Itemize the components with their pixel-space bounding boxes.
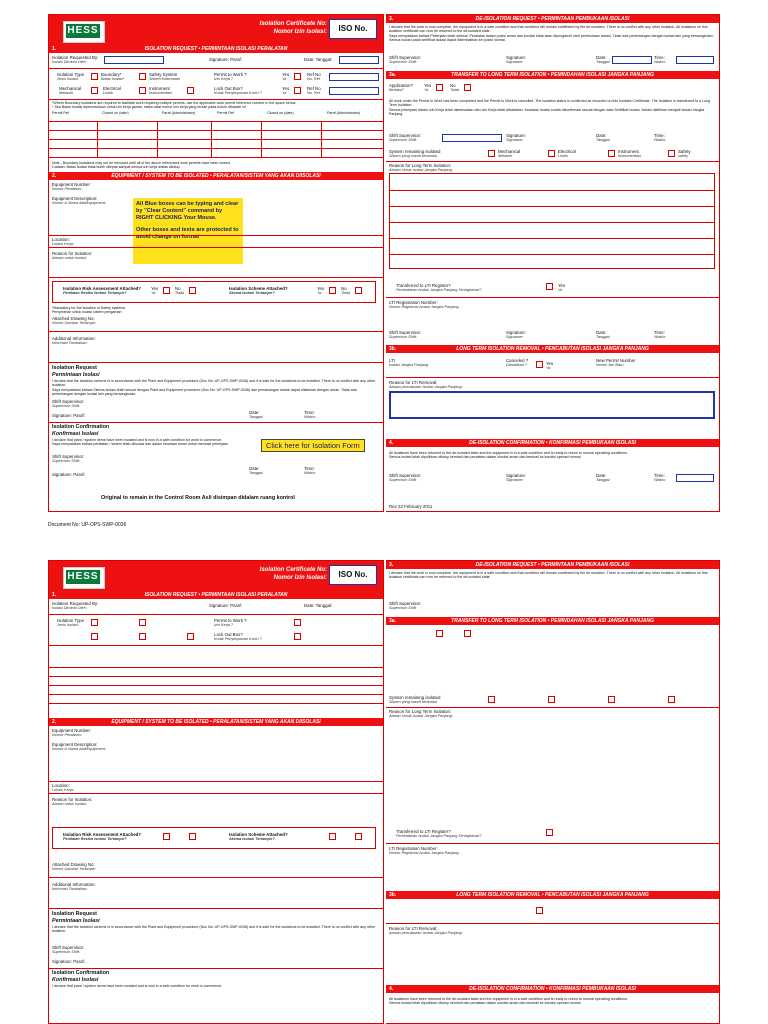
additional-info-label: Additional Information: Informasi Tambahan: [52,336,96,345]
hess-logo [63,567,105,589]
equipment-number-label: Equipment Number: Nomor Peralatan: [52,728,92,737]
new-permit-label: New Permit Number Nomor Izin Baru [596,358,636,367]
permit-to-work-label: Permit to Work ? Izin Kerja ? [214,618,247,627]
s3a2-date-label: Date: Tanggal: [596,330,611,339]
divider [386,297,719,298]
hess-logo [63,21,105,43]
boundary-footnote: Note - Boundary Isolations may not be removed until all of the above referenced work permits have been closed. Catatan: Batas Isolasi tidak boleh dilepas sampai semua izin kerja diatas ditutup [52,161,231,170]
deisolation-confirmation-text: All isolations have been returned to the de-isolated state and the equipment is in a safe condition and is ready to return to normal operating conditions. Semua isolasi telah dipulihkan ditutup kembali dan peralatan dalam kondisi aman dan kembali ke kondisi operasi normal [389,997,628,1006]
mechanical-checkbox[interactable] [91,87,98,94]
remaining-instrument-label: Instrument Instrumentasi [618,149,641,158]
cancelled-checkbox[interactable] [536,907,543,914]
app-no-checkbox[interactable] [464,84,471,91]
lob-ref-label: Ref No No. Ref [307,86,321,95]
instruction-note: All Blue boxes can be typing and clear by "Clear Content" command by RIGHT CLICKING Your Mouse. Other boxes and texts are protected to avoid change on format [133,198,243,264]
cert-title-my: Nomor Izin Isolasi: [273,29,327,35]
ra-no-checkbox[interactable] [189,287,196,294]
revision-note: Rev 22 February 2011 [389,504,433,509]
electrical-checkbox[interactable] [139,633,146,640]
risk-assessment-label: Isolation Risk Assessment Attached? Penilaian Resiko Isolasi Terlampir? [63,832,141,841]
drawing-no-label: Attached Drawing No: Nomor Gambar Terlampir: [52,316,96,325]
left-column [48,14,384,512]
lock-out-box-label: Lock Out Box? Kotak Penyimpanan Kunci ? [214,86,262,95]
transferred-yes-label: Yes Ya [558,283,566,292]
lob-ref-input[interactable] [329,87,379,95]
deisolation-confirmation-text: All isolations have been returned to the de-isolated state and the equipment is in a safe condition and is ready to return to normal operating conditions. Semua isolasi telah dipulihkan ditutup kembali dan peralatan dalam kondisi aman dan kembali ke kondisi operasi normal [389,451,628,460]
isolation-type-label: Isolation Type Jenis Isolasi: [57,618,85,627]
section-3b-header: 3b. LONG TERM ISOLATION REMOVAL • PENCABUTAN ISOLASI JANGKA PANJANG [386,345,719,353]
section-3b-header: 3b. LONG TERM ISOLATION REMOVAL • PENCABUTAN ISOLASI JANGKA PANJANG [386,891,719,899]
s3a-signature-label: Signature: Signature: [506,133,527,142]
ra-yes-label: Yes Ya [151,286,159,295]
remaining-instrument-checkbox[interactable] [608,150,615,157]
location-label: Location: Lokasi Kerja: [52,783,74,792]
lock-out-box-label: Lock Out Box? Kotak Penyimpanan Kunci ? [214,632,262,641]
reason-lti-label: Reason for Long Term Isolation: Alasan Untuk Isolasi Jangka Panjang: [389,163,453,172]
electrical-checkbox[interactable] [139,87,146,94]
deisolation-declaration: I declare that the work is now complete, the equipment is in a safe condition and that condition will remain unaffected by the de-isolation. There is no conflict with any other isolation. All isolations on this isolation certificate can now be returned to the de-isolated state. [389,571,708,580]
electrical-label: Electrical Listrik [103,86,121,95]
req-signature-label: Signature: Paraf: [52,959,85,964]
right-column [386,14,720,512]
date-label: Date: Tanggal: [304,57,333,62]
instrument-label: Instrument Instrumentasi [149,86,172,95]
divider [49,247,383,248]
section-2-header: 2. EQUIPMENT / SYSTEM TO BE ISOLATED • PERALATAN/SISTEM YANG AKAN DIISOLASI [49,718,383,726]
ra-no-label: No Tidak [175,286,185,295]
instrument-checkbox[interactable] [187,633,194,640]
cert-title [260,20,327,36]
s3a-shift-supervisor-label: Shift Supervisor: Supervisor Shift: [389,133,422,142]
transferred-lti-label: Transferred to LTI Register? Pemindahan Isolasi Jangka Panjang Terregistrasi? [396,829,482,838]
remaining-mechanical-checkbox[interactable] [488,696,495,703]
request-declaration: I declare that the isolation scheme is in accordance with the Plant and Equipment procedure (Doc No: UP-OPS-SWP-0036) and it is safe for the isolations to be installed. There is no conflict with any other isolation. Saya menyatakan bahwa Skema Isolasi telah sesuai dengan Plant and Equipment procedure (Doc No: UP-OPS-SWP-0036) dan pemasangan isolasi dapat dilakukan dengan aman. Tidak ada pertentangan dengan isolasi lain yang bersangkutan. [52,379,376,397]
system-remaining-label: System remaining isolated Sistem yang masih terisolasi [389,149,441,158]
transferred-lti-checkbox[interactable] [546,283,553,290]
s3a2-time-label: Time: Waktu: [654,330,666,339]
req-time-label: Time: Waktu: [304,410,316,419]
sa-yes-label: Yes Ya [317,286,325,295]
boundary-label: Boundary* Batas Isolasi* [101,72,125,81]
request-title: Isolation Request Permintaan Isolasi [52,365,100,378]
app-no-label: No Tidak [450,83,460,92]
equipment-desc-label: Equipment Description: Nomor & Nama Alat/Equipment: [52,742,106,751]
remaining-mechanical-checkbox[interactable] [488,150,495,157]
sa-yes-checkbox[interactable] [329,833,336,840]
date-label: Date: Tanggal: [304,603,333,608]
app-yes-checkbox[interactable] [436,630,443,637]
confirmation-title: Isolation Confirmation Konfirmasi Isolasi [52,424,110,437]
lti-reg-no-label: LTI Registration Number: Nomor Registrasi Isolasi Jangka Panjang: [389,300,460,309]
confirmation-title: Isolation Confirmation Konfirmasi Isolasi [52,970,110,983]
reason-lti-input[interactable] [389,173,715,269]
app-yes-label: Yes Ya [424,83,432,92]
iso-number-field[interactable]: ISO No. [329,19,377,39]
reason-label: Reason for Isolation: Alasan untuk Isolasi: [52,797,93,806]
section-1-header: 1. ISOLATION REQUEST • PERMINTAAN ISOLASI PERALATAN [49,591,383,599]
reason-removal-label: Reason for LTI Removal: Alasan pencabutan Isolasi Jangka Panjang: [389,380,463,389]
divider [49,331,383,332]
section-number: 1. [52,46,57,52]
conf-time-label: Time: Waktu: [304,466,316,475]
date-input[interactable] [339,56,379,64]
divider [49,422,383,423]
s3-time-label: Time: Waktu: [654,55,666,64]
remaining-safety-checkbox[interactable] [668,150,675,157]
system-remaining-label: System remaining isolated Sistem yang masih terisolasi [389,695,441,704]
remaining-safety-checkbox[interactable] [668,696,675,703]
reason-lti-label: Reason for Long Term Isolation: Alasan Untuk Isolasi Jangka Panjang: [389,709,453,718]
left-column-2 [48,560,384,1024]
isolation-certificate-form [48,14,720,512]
s3-date-input[interactable] [612,56,652,64]
sa-no-label: No Tidak [341,286,351,295]
cert-title-my: Nomor Izin Isolasi: [273,575,327,581]
ptw-ref-input[interactable] [329,73,379,81]
lob-yes-label: Yes Ya [282,86,290,95]
s3-shift-supervisor-label: Shift Supervisor: Supervisor Shift: [389,601,422,610]
safety-system-label: Safety System Sistem Keamanan [149,72,181,81]
section-3-header: 3. DE-ISOLATION REQUEST • PERMINTAAN PEMBUKAAN ISOLASI [386,561,719,569]
cancelled-yes-label: Yes Ya [546,361,554,370]
ra-yes-checkbox[interactable] [163,287,170,294]
sa-yes-checkbox[interactable] [329,287,336,294]
request-title: Isolation Request Permintaan Isolasi [52,911,100,924]
requested-by-label: Isolation Requested By: Isolasi Diminta Oleh: [52,601,99,610]
mechanical-label: Mechanical Mekanik [59,86,82,95]
permit-table-header: Permit Ref Closed on (date) Paraf (Administrator) Permit Ref Closed on (date) Paraf (Administrator) [52,111,361,115]
divider [49,68,383,69]
boundary-checkbox[interactable] [91,619,98,626]
s4-time-label: Time: Waktu: [654,473,666,482]
req-shift-supervisor-label: Shift Supervisor: Supervisor Shift: [52,945,85,954]
safety-system-checkbox[interactable] [139,73,146,80]
ra-yes-checkbox[interactable] [163,833,170,840]
lob-yes-checkbox[interactable] [294,633,301,640]
section-4-header: 4. DE-ISOLATION CONFIRMATION • KONFIRMASI PEMBUKAAN ISOLASI [386,985,719,993]
divider [386,377,719,378]
s3a-date-label: Date: Tanggal: [596,133,611,142]
original-note: Original to remain in the Control Room Asli disimpan didalam ruang kontrol [101,495,295,501]
lti-reg-no-label: LTI Registration Number: Nomor Registrasi Isolasi Jangka Panjang: [389,846,460,855]
permit-to-work-label: Permit to Work ? Izin Kerja ? [214,72,247,81]
conf-date-label: Date: Tanggal: [249,466,264,475]
ptw-yes-checkbox[interactable] [294,73,301,80]
conf-signature-label: Signature: Paraf: [52,472,85,477]
req-shift-supervisor-label: Shift Supervisor: Supervisor Shift: [52,399,85,408]
signature-label: Signature: Paraf: [209,57,242,62]
s3a-supervisor-input[interactable] [442,134,502,142]
isolation-certificate-form-page-2 [48,560,720,1024]
confirmation-declaration: I declare that plant / system items have been isolated and is now in a safe condition for work to commence. Saya menyatakan bahwa peralatan / sistem telah diisolasi dan dalam keadaan aman untuk memulai pekerjaan [52,438,228,447]
divider [49,235,383,236]
boundary-checkbox[interactable] [91,73,98,80]
mandatory-note: *Mandatory for the isolation of Safety systems. Penyerahan untuk isolasi sistem pengaman [52,306,127,315]
cert-title-en: Isolation Certificate No: [259,567,327,573]
divider [49,277,383,278]
requested-by-input[interactable] [104,56,164,64]
section-2-header: 2. EQUIPMENT / SYSTEM TO BE ISOLATED • PERALATAN/SISTEM YANG AKAN DIISOLASI [49,172,383,180]
app-yes-checkbox[interactable] [436,84,443,91]
req-signature-label: Signature: Paraf: [52,413,85,418]
section-1-header [49,45,383,53]
sa-no-checkbox[interactable] [355,287,362,294]
remaining-electrical-label: Electrical Listrik [558,149,576,158]
section-3a-header: 3a. TRANSFER TO LONG TERM ISOLATION • PEMINDAHAN ISOLASI JANGKA PANJANG [386,71,719,79]
equipment-desc-label: Equipment Description: Nomor & Nama Alat/Equipment: [52,196,106,205]
remaining-electrical-checkbox[interactable] [548,150,555,157]
cancelled-label: Canceled ? Dibatalkan ? [506,358,529,367]
req-date-label: Date: Tanggal: [249,410,264,419]
cert-title-en: Isolation Certificate No: [259,21,327,27]
logo-text: HESS [67,25,99,36]
request-declaration: I declare that the isolation scheme is in accordance with the Plant and Equipment procedure (Doc No: UP-OPS-SWP-0036) and it is safe for the isolations to be installed. There is no conflict with any other isolation. [52,925,376,934]
section-title: ISOLATION REQUEST • PERMINTAAN ISOLASI PERALATAN [144,46,288,52]
ptw-yes-checkbox[interactable] [294,619,301,626]
transfer-declaration: All work under the Permit to Work has been completed and the Permit to Work is cancelled. The isolation status is confirmed as recorded on this Isolation Certificate. The Isolation is transferred to a Long Term Isolation. Semua pekerjaan dalam Izin Kerja telah diselesaikan dan Izin Kerja telah dibatalkan. Keadaan isolasi sudah dikonfirmasi sesuai dengan data Sertifikat Isolasi. Isolasi dialihkan menjadi Isolasi Jangka Panjang. [389,99,711,117]
lti-label: LTI Isolasi Jangka Panjang [389,358,429,367]
cancelled-checkbox[interactable] [536,361,543,368]
isolation-type-label: Isolation Type Jenis Isolasi: [57,72,85,81]
s4-shift-supervisor-label: Shift Supervisor: Supervisor Shift: [389,473,422,482]
scheme-attached-label: Isolation Scheme Attached? Skema Isolasi Terlampir? [229,286,288,295]
instrument-checkbox[interactable] [187,87,194,94]
section-4-header: 4. DE-ISOLATION CONFIRMATION • KONFIRMASI PEMBUKAAN ISOLASI [386,439,719,447]
remaining-mechanical-label: Mechanical Mekanik [498,149,521,158]
ptw-ref-label: Ref No No. Ref [307,72,321,81]
logo-text: HESS [67,571,99,582]
transferred-lti-label: Transferred to LTI Register? Pemindahan Isolasi Jangka Panjang Terregistrasi? [396,283,482,292]
remaining-safety-label: Safety safety [678,149,691,158]
s3a2-shift-supervisor-label: Shift Supervisor: Supervisor Shift: [389,330,422,339]
section-3-header: 3. DE-ISOLATION REQUEST • PERMINTAAN PEMBUKAAN ISOLASI [386,15,719,23]
app-no-checkbox[interactable] [464,630,471,637]
cert-title [260,566,327,582]
drawing-no-label: Attached Drawing No: Nomor Gambar Terlampir: [52,862,96,871]
application-label: Application? Berlaku? [389,83,413,92]
equipment-number-label: Equipment Number: Nomor Peralatan: [52,182,92,191]
divider [49,99,383,100]
mechanical-checkbox[interactable] [91,633,98,640]
safety-system-checkbox[interactable] [139,619,146,626]
requested-by-label: Isolation Requested By: Isolasi Diminta Oleh: [52,55,99,64]
remaining-electrical-checkbox[interactable] [548,696,555,703]
s3a-time-label: Time: Waktu: [654,133,666,142]
isolation-form-link-button[interactable]: Click here for Isolation Form [261,439,365,452]
risk-assessment-label: Isolation Risk Assessment Attached? Penilaian Resiko Isolasi Terlampir? [63,286,141,295]
s3-shift-supervisor-label: Shift Supervisor: Supervisor Shift: [389,55,422,64]
scheme-attached-label: Isolation Scheme Attached? Skema Isolasi Terlampir? [229,832,288,841]
permit-table[interactable] [49,121,383,163]
remaining-instrument-checkbox[interactable] [608,696,615,703]
transferred-lti-checkbox[interactable] [546,829,553,836]
s3-time-input[interactable] [676,56,714,64]
signature-label: Signature: Paraf: [209,603,242,608]
s4-date-label: Date: Tanggal: [596,473,611,482]
iso-number-field[interactable]: ISO No. [329,565,377,585]
confirmation-declaration: I declare that plant / system items have been isolated and is now in a safe condition for work to commence. [52,984,223,988]
ra-no-checkbox[interactable] [189,833,196,840]
lob-yes-checkbox[interactable] [294,87,301,94]
s3-date-label: Date: Tanggal: [596,55,611,64]
sa-no-checkbox[interactable] [355,833,362,840]
s3a2-signature-label: Signature: Signature: [506,330,527,339]
boundary-note: *Where Boundary isolations are required to facilitate work requiring multiple permits, use the applicable work permit reference number in the space below. * Jika Batas Isolasi diperuntukkan untuk izin kerja ganda, maka catat nomor izin kerja yang terkait pada kolom dibawah ini [52,101,297,110]
equipment-desc-input[interactable] [52,208,132,236]
s4-signature-label: Signature: Signature: [506,473,527,482]
divider [49,362,383,363]
s4-time-input[interactable] [676,474,714,482]
reason-removal-label: Reason for LTI Removal: Alasan pencabutan Isolasi Jangka Panjang: [389,926,463,935]
permit-table[interactable] [49,667,383,709]
right-column-2 [386,560,720,1024]
ptw-yes-label: Yes Ya [282,72,290,81]
reason-label: Reason for Isolation: Alasan untuk Isolasi: [52,251,93,260]
section-3a-header: 3a. TRANSFER TO LONG TERM ISOLATION • PEMINDAHAN ISOLASI JANGKA PANJANG [386,617,719,625]
s3-signature-label: Signature: Signature: [506,55,527,64]
reason-removal-input[interactable] [389,391,715,419]
divider [386,161,719,162]
deisolation-declaration: I declare that the work is now complete, the equipment is in a safe condition and that condition will remain unaffected by the de-isolation. There is no conflict with any other isolation. All isolations on this isolation certificate can now be returned to the de-isolated state. Saya menyatakan bahwa Pekerjaan telah selesai. Peralatan dalam posisi aman dan kondisi tidak akan dipengaruhi oleh pembukaan isolasi. Tidak ada pertentangan dengan isolasi lain yang bersangkutan. Semua Isolasi pada sertifikat isolasi dapat dikembalikan ke posisi normal. [389,25,714,43]
conf-shift-supervisor-label: Shift Supervisor: Supervisor Shift: [52,454,85,463]
location-label: Location: Lokasi Kerja: [52,237,74,246]
additional-info-label: Additional Information: Informasi Tambahan: [52,882,96,891]
document-number: Document No: UP-OPS-SWP-0036 [48,522,127,528]
